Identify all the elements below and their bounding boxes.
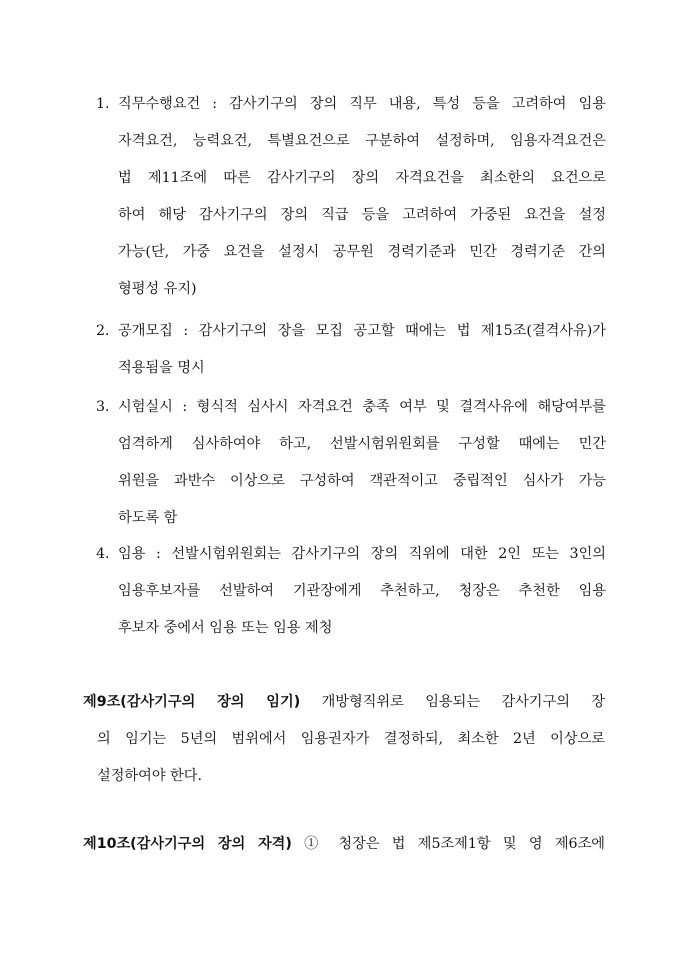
list-item-3 (96, 389, 606, 537)
list-item-2 (96, 313, 606, 387)
article-text: ① 청장은 법 제5조제1항 및 영 제6조에 (291, 836, 605, 852)
list-item-line: 임용 : 선발시험위원회는 감사기구의 장의 직위에 대한 2인 또는 3인의 (118, 546, 606, 562)
list-item-line: 가능(단, 가중 요건을 설정시 공무원 경력기준과 민간 경력기준 간의 (118, 244, 606, 260)
list-item-line: 형평성 유지) (118, 281, 197, 297)
list-item-line: 법 제11조에 따른 감사기구의 장의 자격요건을 최소한의 요건으로 (118, 170, 606, 186)
article-9 (83, 684, 605, 795)
list-item-line: 엄격하게 심사하여야 하고, 선발시험위원회를 구성할 때에는 민간 (118, 436, 606, 452)
list-item-line: 임용후보자를 선발하여 기관장에게 추천하고, 청장은 추천한 임용 (118, 583, 606, 599)
list-item-number: 2. (96, 323, 110, 339)
list-item-line: 위원을 과반수 이상으로 구성하여 객관적이고 중립적인 심사가 가능 (118, 473, 606, 489)
article-10 (83, 826, 605, 863)
list-item-1 (96, 86, 606, 308)
list-item-line: 하여 해당 감사기구의 장의 직급 등을 고려하여 가중된 요건을 설정 (118, 207, 606, 223)
article-heading: 제9조(감사기구의 장의 임기) (83, 694, 301, 710)
article-first-line (83, 826, 605, 863)
article-heading: 제10조(감사기구의 장의 자격) (83, 836, 292, 852)
list-item-line: 시험실시 : 형식적 심사시 자격요건 충족 여부 및 결격사유에 해당여부를 (118, 399, 606, 415)
list-item-line: 자격요건, 능력요건, 특별요건으로 구분하여 설정하며, 임용자격요건은 (118, 133, 606, 149)
list-item-line: 적용됨을 명시 (118, 360, 205, 376)
list-item-line: 하도록 함 (118, 510, 178, 526)
list-item-4 (96, 536, 606, 647)
list-item-line: 후보자 중에서 임용 또는 임용 제청 (118, 620, 333, 636)
article-line: 설정하여야 한다. (97, 768, 202, 784)
list-item-line: 직무수행요건 : 감사기구의 장의 직무 내용, 특성 등을 고려하여 임용 (118, 96, 606, 112)
list-item-number: 1. (96, 96, 110, 112)
list-item-number: 4. (96, 546, 110, 562)
list-item-line: 공개모집 : 감사기구의 장을 모집 공고할 때에는 법 제15조(결격사유)가 (118, 323, 606, 339)
article-text: 개방형직위로 임용되는 감사기구의 장 (300, 694, 605, 710)
article-first-line (83, 684, 605, 721)
list-item-number: 3. (96, 399, 110, 415)
article-line: 의 임기는 5년의 범위에서 임용권자가 결정하되, 최소한 2년 이상으로 (97, 731, 605, 747)
